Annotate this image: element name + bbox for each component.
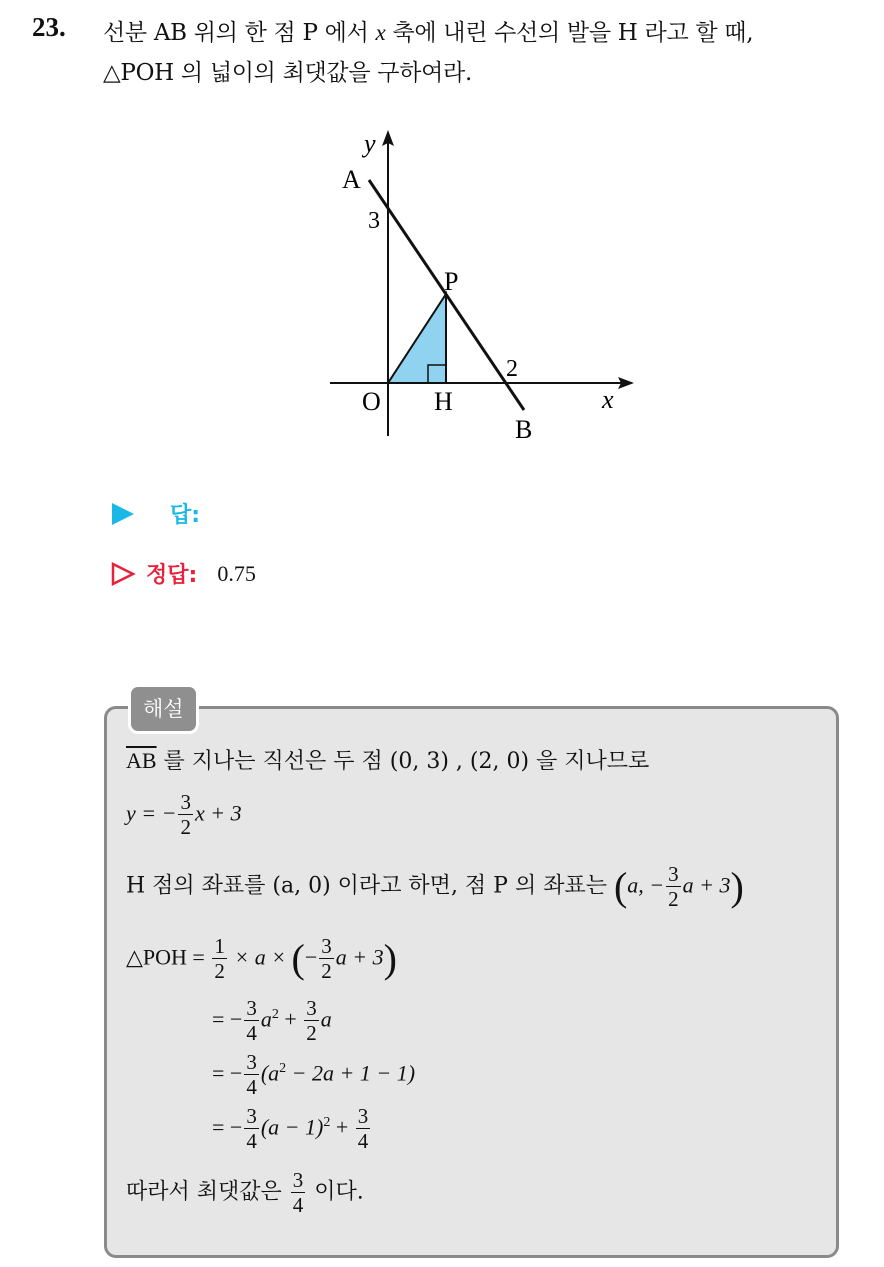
paren-right: ): [730, 864, 744, 909]
fraction: [244, 1050, 259, 1099]
paren-right: ): [383, 936, 397, 981]
answer-row: [110, 498, 200, 529]
solution-line-1: [126, 744, 649, 775]
correct-answer-row: [110, 558, 256, 589]
correct-answer-label: 정답:: [146, 563, 198, 588]
fraction: [291, 1168, 306, 1217]
answer-label: 답:: [170, 503, 201, 528]
fraction-den: 4: [292, 1193, 304, 1217]
fraction-num: 3: [246, 1104, 257, 1128]
fraction-num: 3: [357, 1104, 369, 1128]
fraction: [244, 1104, 259, 1153]
fraction-num: 3: [321, 934, 332, 958]
point-p-rest: a + 3: [682, 872, 731, 898]
fraction-num: 3: [246, 996, 257, 1020]
fraction-num: 3: [306, 996, 317, 1020]
fraction-num: 1: [214, 934, 225, 958]
question-line-1: [103, 14, 753, 47]
solution-eq-4: [212, 1104, 372, 1153]
fraction-num: 3: [180, 790, 191, 814]
conclusion-text-a: 따라서 최댓값은: [126, 1179, 289, 1205]
label-x-axis: x: [602, 385, 614, 414]
question-line-2: △POH 의 넓이의 최댓값을 구하여라.: [103, 60, 472, 86]
exponent: 2: [271, 1007, 279, 1023]
fraction: [244, 996, 259, 1045]
conclusion-text-b: 이다.: [307, 1179, 364, 1205]
solution-eq-3: [212, 1050, 415, 1099]
fraction: [178, 790, 193, 839]
solution-line-2: [126, 790, 242, 839]
eq-4-prefix: = −: [212, 1114, 243, 1140]
label-y-intercept: 3: [368, 208, 380, 234]
plus-sign: +: [278, 1006, 303, 1032]
label-p: P: [444, 267, 459, 296]
solution-eq-1: [126, 934, 397, 983]
label-y-axis: y: [364, 129, 376, 158]
fraction-den: 2: [306, 1021, 317, 1045]
eq-1-inner-rest: a + 3: [335, 944, 384, 970]
correct-answer-value: 0.75: [217, 560, 256, 586]
fraction: [212, 934, 227, 983]
solution-line-3: [126, 862, 744, 911]
play-outline-icon: [110, 561, 136, 587]
fraction-den: 4: [246, 1075, 257, 1099]
eq-line-rest: x + 3: [194, 800, 242, 826]
solution-line-3-text: H 점의 좌표를 (a, 0) 이라고 하면, 점 P 의 좌표는: [126, 873, 607, 899]
question-text-b: 축에 내린 수선의 발을 H 라고 할 때,: [385, 20, 754, 46]
eq-line-lhs: y = −: [126, 800, 177, 826]
label-b: B: [515, 415, 533, 444]
question-var-x: x: [375, 20, 386, 45]
eq-2-prefix: = −: [212, 1006, 243, 1032]
var-a: a: [260, 1006, 272, 1032]
fraction: [304, 996, 319, 1045]
fraction-num: 3: [668, 862, 679, 886]
eq-3-rest: − 2a + 1 − 1): [286, 1060, 416, 1086]
fraction-den: 4: [246, 1021, 257, 1045]
eq-1-mid: × a ×: [228, 944, 292, 970]
exponent: 2: [279, 1061, 287, 1077]
question-text-a: 선분 AB 위의 한 점 P 에서: [103, 20, 376, 46]
triangle-poh: [388, 294, 446, 383]
solution-line-1-text: 를 지나는 직선은 두 점 (0, 3) , (2, 0) 을 지나므로: [156, 749, 650, 774]
area-lhs: △POH =: [126, 944, 211, 970]
coordinate-figure: [322, 118, 642, 448]
fraction-num: 3: [246, 1050, 257, 1074]
segment-ab-label: $\overline{AB}$: [126, 748, 157, 773]
eq-4-square: (a − 1): [260, 1114, 324, 1140]
fraction-den: 2: [214, 959, 225, 983]
question-number: 23.: [32, 12, 66, 42]
fraction-den: 2: [321, 959, 332, 983]
label-h: H: [434, 387, 453, 416]
label-o: O: [362, 387, 381, 416]
fraction: [319, 934, 334, 983]
eq-1-minus: −: [304, 944, 318, 970]
play-filled-icon: [110, 501, 136, 527]
exponent: 2: [323, 1115, 331, 1131]
fraction-den: 4: [246, 1129, 257, 1153]
fraction: [666, 862, 681, 911]
solution-conclusion: [126, 1168, 364, 1217]
eq-3-paren: (a: [260, 1060, 280, 1086]
fraction-num: 3: [292, 1168, 304, 1192]
solution-tag: 해설: [128, 684, 199, 734]
fraction-den: 2: [668, 887, 679, 911]
plus-sign: +: [330, 1114, 354, 1140]
solution-eq-2: [212, 996, 332, 1045]
fraction-den: 2: [180, 815, 191, 839]
fraction-den: 4: [357, 1129, 369, 1153]
label-x-intercept: 2: [506, 356, 518, 382]
fraction: [356, 1104, 371, 1153]
point-p-a: a, −: [627, 872, 665, 898]
paren-left: (: [613, 864, 628, 909]
label-a: A: [342, 165, 361, 194]
var-a: a: [320, 1006, 332, 1032]
eq-3-prefix: = −: [212, 1060, 243, 1086]
paren-left: (: [291, 936, 305, 981]
